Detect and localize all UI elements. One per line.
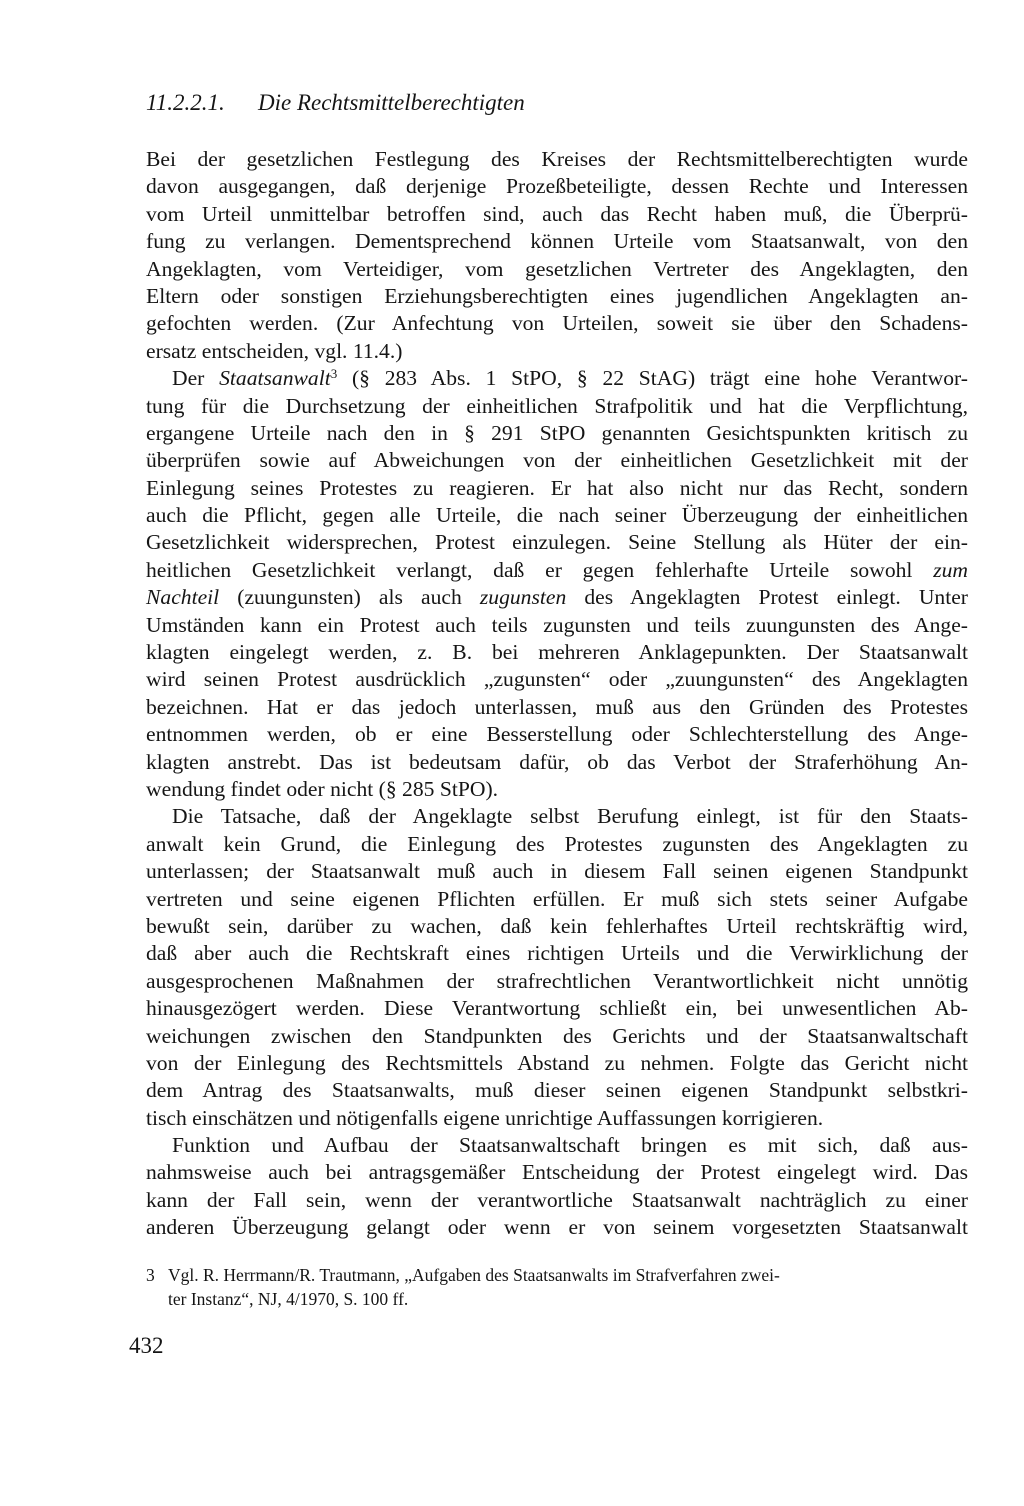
text-line: Umständen kann ein Protest auch teils zugunsten und teils zuungunsten des Ange-	[146, 612, 968, 637]
text-line: davon ausgegangen, daß derjenige Prozeßbeteiligte, dessen Rechte und Interessen	[146, 174, 968, 199]
text-line: weichungen zwischen den Standpunkten des Gerichts und der Staatsanwaltschaft	[146, 1023, 968, 1048]
footnote	[146, 1263, 968, 1311]
text-line: Gesetzlichkeit widersprechen, Protest einzulegen. Seine Stellung als Hüter der ein-	[146, 530, 968, 555]
text-line	[146, 557, 968, 584]
text-line: vom Urteil unmittelbar betroffen sind, auch das Recht haben muß, die Überprü-	[146, 201, 968, 226]
text-line: Eltern oder sonstigen Erziehungsberechtigten eines jugendlichen Angeklagten an-	[146, 283, 968, 308]
text-line: ausgesprochenen Maßnahmen der strafrechtlichen Verantwortlichkeit nicht unnötig	[146, 968, 968, 993]
text-line: klagten anstrebt. Das ist bedeutsam dafür, ob das Verbot der Straferhöhung An-	[146, 749, 968, 774]
text-line: anderen Überzeugung gelangt oder wenn er von seinem vorgesetzten Staatsanwalt	[146, 1215, 968, 1240]
italic-term-nachteil: Nachteil	[146, 585, 220, 610]
footnote-line: ter Instanz“, NJ, 4/1970, S. 100 ff.	[168, 1289, 409, 1309]
section-heading	[146, 90, 525, 116]
text-line: hinausgezögert werden. Diese Verantwortung schließt ein, bei unwesentlichen Ab-	[146, 996, 968, 1021]
text-line: ergangene Urteile nach den in § 291 StPO genannten Gesichtspunkten kritisch zu	[146, 420, 968, 445]
text-run: (§ 283 Abs. 1 StPO, § 22 StAG) trägt eine hohe Verantwor-	[337, 366, 968, 391]
text-line: kann der Fall sein, wenn der verantwortliche Staatsanwalt nachträglich zu einer	[146, 1187, 968, 1212]
text-line: Funktion und Aufbau der Staatsanwaltschaft bringen es mit sich, daß aus-	[172, 1133, 968, 1158]
text-line: wird seinen Protest ausdrücklich „zugunsten“ oder „zuungunsten“ des Angeklagten	[146, 667, 968, 692]
text-line: dem Antrag des Staatsanwalts, muß dieser seinen eigenen Standpunkt selbstkri-	[146, 1078, 968, 1103]
text-line	[146, 365, 968, 392]
section-number: 11.2.2.1.	[146, 90, 225, 115]
text-line: von der Einlegung des Rechtsmittels Abstand zu nehmen. Folgte das Gericht nicht	[146, 1050, 968, 1075]
footnote-number: 3	[146, 1265, 155, 1285]
italic-term-zugunsten: zugunsten	[479, 585, 567, 610]
text-run: (zuungunsten) als auch	[219, 585, 480, 610]
text-line: vertreten und seine eigenen Pflichten erfüllen. Er muß sich stets seiner Aufgabe	[146, 886, 968, 911]
footnote-text: Vgl. R. Herrmann/R. Trautmann, „Aufgaben des Staatsanwalts im Strafverfahren zwei-	[168, 1265, 780, 1285]
text-line: überprüfen sowie auf Abweichungen von der einheitlichen Gesetzlichkeit mit der	[146, 448, 968, 473]
text-line: ersatz entscheiden, vgl. 11.4.)	[146, 338, 403, 363]
italic-term-zum: zum	[933, 557, 968, 582]
text-line: entnommen werden, ob er eine Besserstellung oder Schlechterstellung des Ange-	[146, 722, 968, 747]
text-line	[146, 584, 968, 611]
page-number: 432	[129, 1333, 164, 1358]
text-line: auch die Pflicht, gegen alle Urteile, die nach seiner Überzeugung der einheitlichen	[146, 503, 968, 528]
italic-term-staatsanwalt: Staatsanwalt	[219, 366, 331, 391]
text-line: tisch einschätzen und nötigenfalls eigene unrichtige Auffassungen korrigieren.	[146, 1105, 824, 1130]
body-text	[146, 146, 968, 1242]
text-line: bewußt sein, darüber zu wachen, daß kein fehlerhaftes Urteil rechtskräftig wird,	[146, 913, 968, 938]
text-line: Bei der gesetzlichen Festlegung des Kreises der Rechtsmittelberechtigten wurde	[146, 147, 968, 171]
text-line: Einlegung seines Protestes zu reagieren. Er hat also nicht nur das Recht, sondern	[146, 475, 968, 500]
text-line: fung zu verlangen. Dementsprechend können Urteile vom Staatsanwalt, von den	[146, 229, 968, 254]
text-run: des Angeklagten Protest einlegt. Unter	[566, 585, 968, 610]
text-line: Angeklagten, vom Verteidiger, vom gesetzlichen Vertreter des Angeklagten, den	[146, 256, 968, 281]
text-line: nahmsweise auch bei antragsgemäßer Entscheidung der Protest eingelegt wird. Das	[146, 1160, 968, 1185]
text-line: gefochten werden. (Zur Anfechtung von Urteilen, soweit sie über den Schadens-	[146, 311, 968, 336]
text-line: tung für die Durchsetzung der einheitlichen Strafpolitik und hat die Verpflichtung,	[146, 393, 968, 418]
text-line: unterlassen; der Staatsanwalt muß auch in diesem Fall seinen eigenen Standpunkt	[146, 859, 968, 884]
text-line: wendung findet oder nicht (§ 285 StPO).	[146, 776, 499, 801]
text-line: klagten eingelegt werden, z. B. bei mehreren Anklagepunkten. Der Staatsanwalt	[146, 640, 968, 665]
text-line: anwalt kein Grund, die Einlegung des Protestes zugunsten des Angeklagten zu	[146, 831, 968, 856]
text-run: heitlichen Gesetzlichkeit verlangt, daß er gegen fehlerhafte Urteile sowohl	[146, 557, 934, 582]
footnote-line	[146, 1263, 968, 1287]
footnote-ref: 3	[330, 365, 338, 381]
section-title: Die Rechtsmittelberechtigten	[258, 90, 525, 115]
text-line: daß aber auch die Rechtskraft eines richtigen Urteils und die Verwirklichung der	[146, 941, 968, 966]
text-line: bezeichnen. Hat er das jedoch unterlassen, muß aus den Gründen des Protestes	[146, 694, 968, 719]
text-run: Der	[172, 366, 220, 391]
text-line: Die Tatsache, daß der Angeklagte selbst Berufung einlegt, ist für den Staats-	[172, 804, 968, 829]
